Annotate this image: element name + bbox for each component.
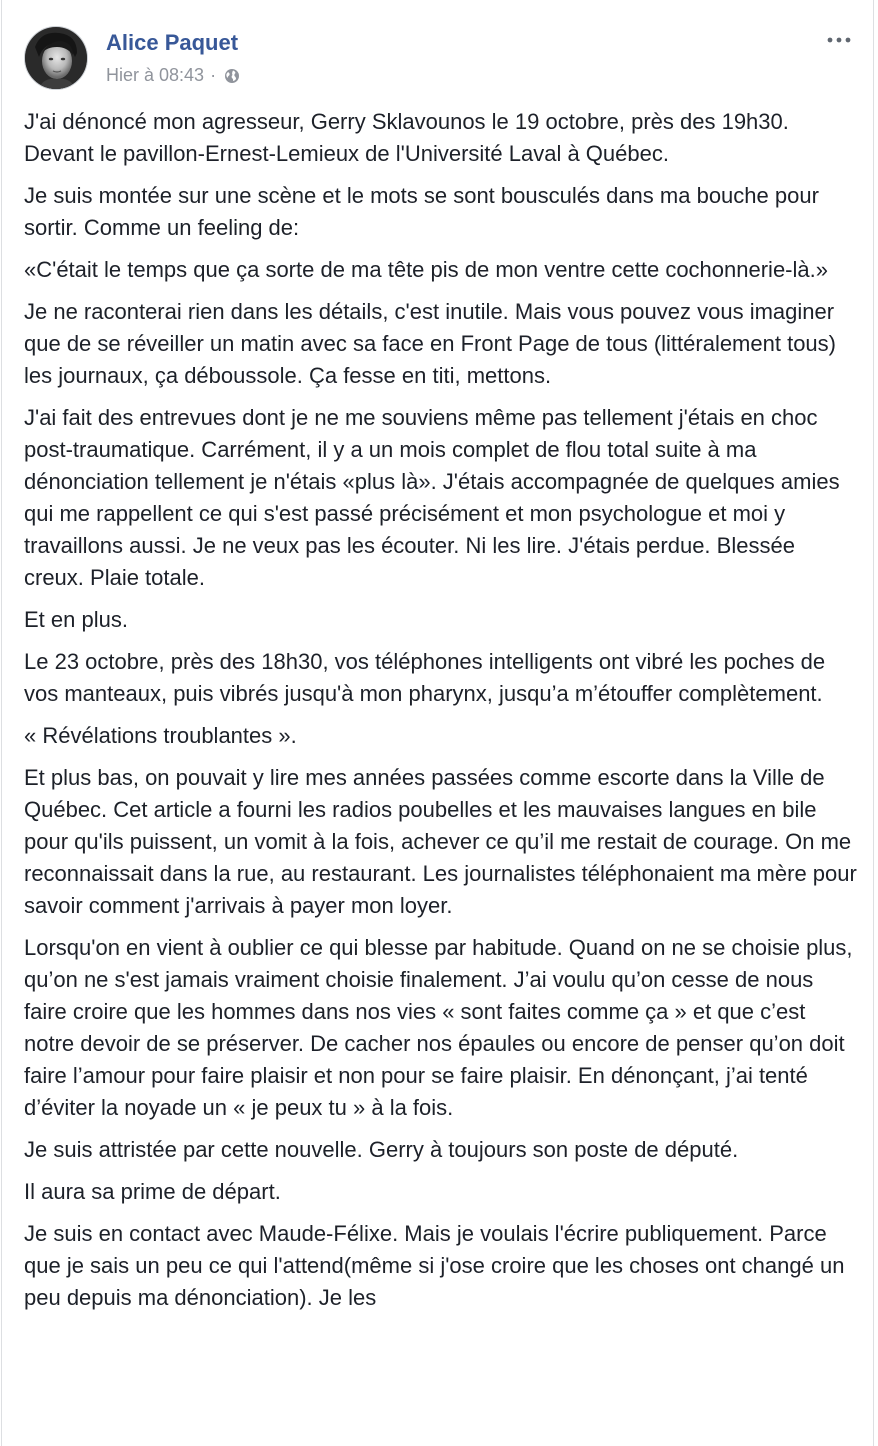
post-header <box>24 26 854 94</box>
post-paragraph: Je suis montée sur une scène et le mots se sont bousculés dans ma bouche pour sortir. Comme un feeling de: <box>24 183 819 240</box>
post-meta <box>106 64 240 86</box>
post-paragraph: J'ai dénoncé mon agresseur, Gerry Sklavounos le 19 octobre, près des 19h30. Devant le pavillon-Ernest-Lemieux de l'Université Laval à Québec. <box>24 109 789 166</box>
post-timestamp-link[interactable]: Hier à 08:43 <box>106 65 205 85</box>
post-paragraph: J'ai fait des entrevues dont je ne me souviens même pas tellement j'étais en choc post-traumatique. Carrément, il y a un mois complet de flou total suite à ma dénonciation tellement je n'étais «plus là». J'étais accompagnée de quelques amies qui me rappellent ce qui s'est passé précisément et mon psychologue et moi y travaillons aussi. Je ne veux pas les écouter. Ni les lire. J'étais perdue. Blessée creux. Plaie totale. <box>24 405 840 590</box>
post-paragraph: Et plus bas, on pouvait y lire mes années passées comme escorte dans la Ville de Québec. Cet article a fourni les radios poubelles et les mauvaises langues en bile pour qu'ils puissent, un vomit à la fois, achever ce qu’il me restait de courage. On me reconnaissait dans la rue, au restaurant. Les journalistes téléphonaient ma mère pour savoir comment j'arrivais à payer mon loyer. <box>24 765 857 918</box>
post-card <box>1 0 874 1446</box>
post-body <box>24 106 860 1324</box>
post-paragraph: Lorsqu'on en vient à oublier ce qui blesse par habitude. Quand on ne se choisie plus, qu’on ne s'est jamais vraiment choisie finalement. J’ai voulu qu’on cesse de nous faire croire que les hommes dans nos vies « sont faites comme ça » et que c’est notre devoir de se préserver. De cacher nos épaules ou encore de penser qu’on doit faire l’amour pour faire plaisir et non pour se faire plaisir. En dénonçant, j’ai tenté d’éviter la noyade un « je peux tu » à la fois. <box>24 935 853 1120</box>
avatar-portrait-icon <box>25 27 87 89</box>
meta-separator: · <box>210 65 217 85</box>
post-paragraph: Il aura sa prime de départ. <box>24 1179 281 1204</box>
more-options-icon[interactable] <box>824 28 854 52</box>
post-paragraph: Et en plus. <box>24 607 128 632</box>
post-paragraph: Je ne raconterai rien dans les détails, c'est inutile. Mais vous pouvez vous imaginer que de se réveiller un matin avec sa face en Front Page de tous (littéralement tous) les journaux, ça déboussole. Ça fesse en titi, mettons. <box>24 299 836 388</box>
post-paragraph: Je suis attristée par cette nouvelle. Gerry à toujours son poste de député. <box>24 1137 739 1162</box>
post-paragraph: Le 23 octobre, près des 18h30, vos téléphones intelligents ont vibré les poches de vos manteaux, puis vibrés jusqu'à mon pharynx, jusqu’a m’étouffer complètement. <box>24 649 826 706</box>
post-paragraph: Je suis en contact avec Maude-Félixe. Mais je voulais l'écrire publiquement. Parce que je sais un peu ce qui l'attend(même si j'ose croire que les choses ont changé un peu depuis ma dénonciation). Je les <box>24 1221 845 1310</box>
author-name-link[interactable]: Alice Paquet <box>106 30 239 55</box>
globe-icon[interactable] <box>224 67 240 83</box>
post-paragraph: «C'était le temps que ça sorte de ma tête pis de mon ventre cette cochonnerie-là.» <box>24 257 828 282</box>
avatar[interactable] <box>24 26 88 90</box>
post-paragraph: « Révélations troublantes ». <box>24 723 297 748</box>
